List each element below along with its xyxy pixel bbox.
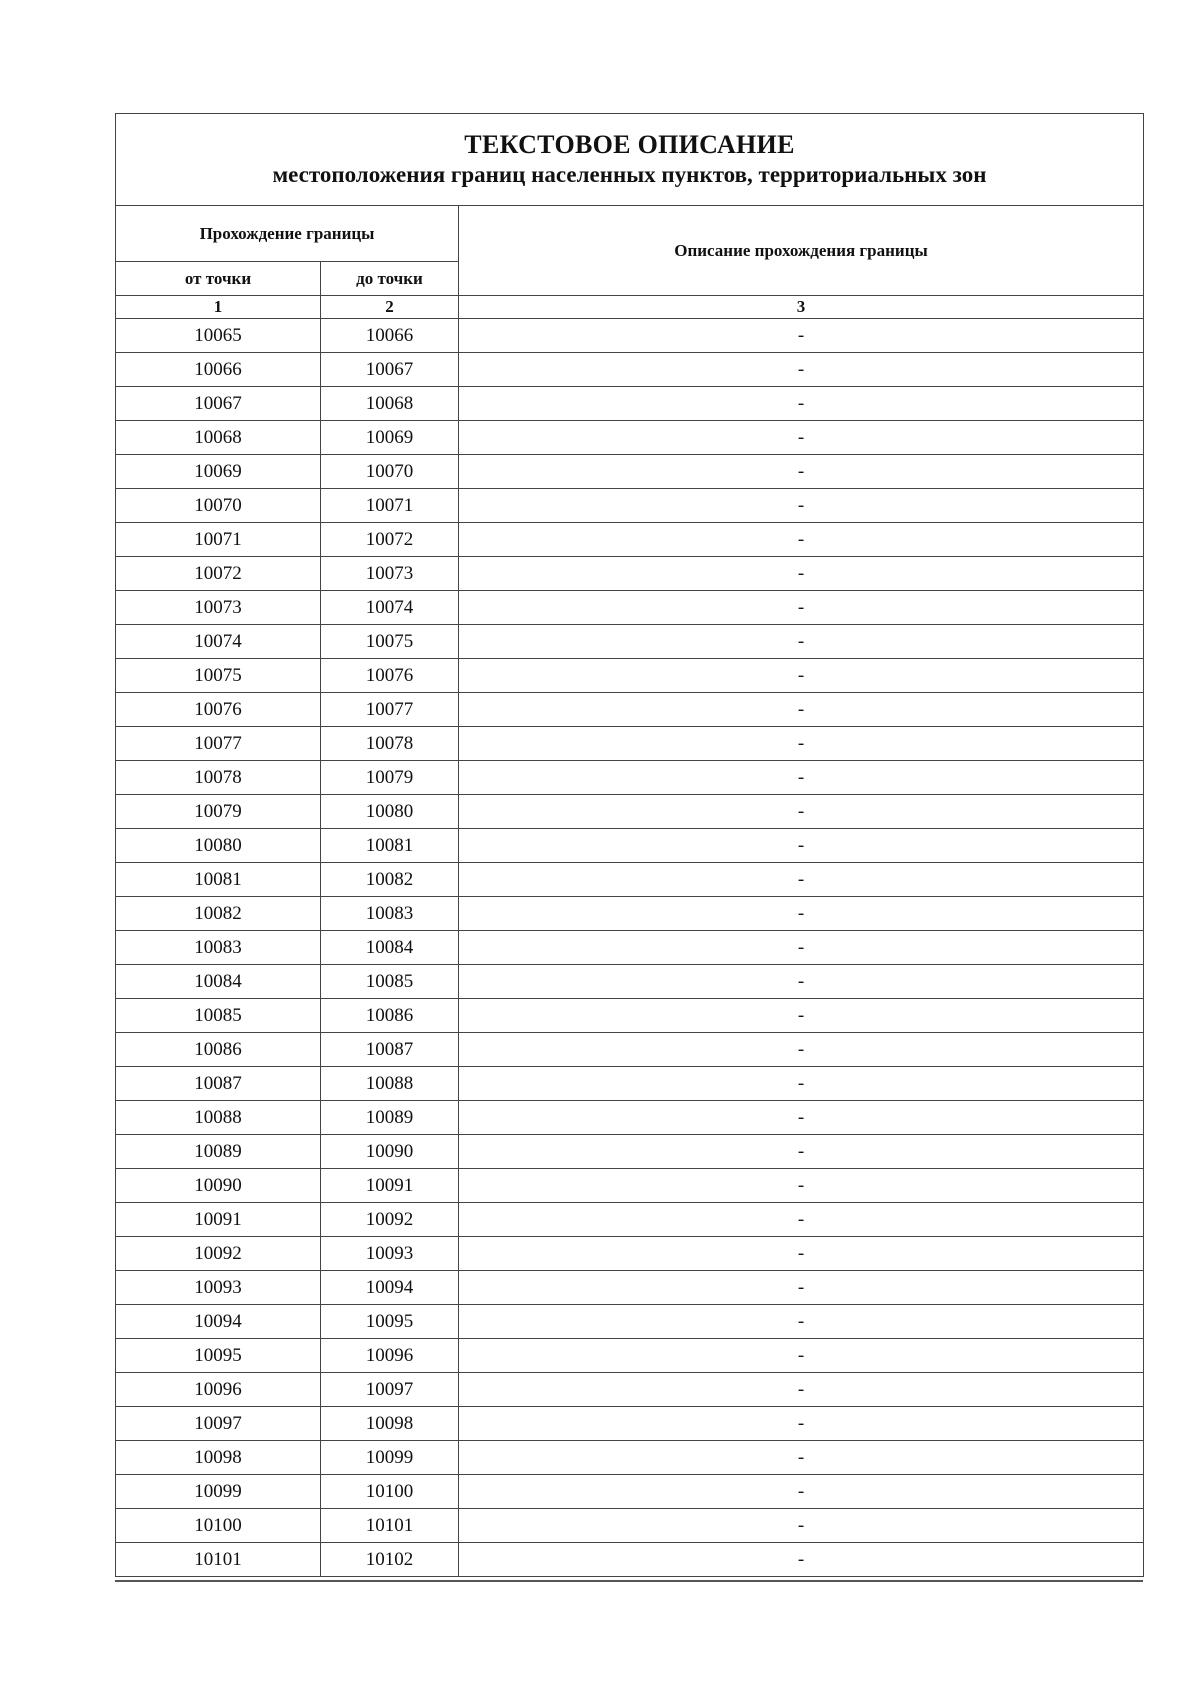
cell-to-point: 10074 — [321, 591, 459, 625]
cell-to-point: 10102 — [321, 1543, 459, 1577]
cell-description: - — [459, 1033, 1144, 1067]
column-number-row — [116, 296, 1144, 319]
cell-from-point: 10072 — [116, 557, 321, 591]
cell-to-point: 10083 — [321, 897, 459, 931]
header-to: до точки — [321, 262, 459, 296]
cell-to-point: 10082 — [321, 863, 459, 897]
table-row — [116, 1237, 1144, 1271]
table-row — [116, 455, 1144, 489]
cell-description: - — [459, 795, 1144, 829]
cell-description: - — [459, 659, 1144, 693]
cell-from-point: 10079 — [116, 795, 321, 829]
table-row — [116, 1305, 1144, 1339]
table-row — [116, 353, 1144, 387]
cell-to-point: 10078 — [321, 727, 459, 761]
table-row — [116, 1407, 1144, 1441]
table-row — [116, 1373, 1144, 1407]
cell-from-point: 10081 — [116, 863, 321, 897]
cell-from-point: 10076 — [116, 693, 321, 727]
cell-from-point: 10092 — [116, 1237, 321, 1271]
cell-description: - — [459, 1101, 1144, 1135]
cell-to-point: 10079 — [321, 761, 459, 795]
document-sheet — [115, 113, 1143, 1582]
header-group: Прохождение границы — [116, 206, 459, 262]
table-row — [116, 1033, 1144, 1067]
table-row — [116, 1203, 1144, 1237]
cell-from-point: 10077 — [116, 727, 321, 761]
table-body — [116, 319, 1144, 1577]
cell-to-point: 10073 — [321, 557, 459, 591]
table-row — [116, 659, 1144, 693]
table-row — [116, 1271, 1144, 1305]
cell-description: - — [459, 1373, 1144, 1407]
cell-from-point: 10099 — [116, 1475, 321, 1509]
cell-to-point: 10096 — [321, 1339, 459, 1373]
cell-from-point: 10078 — [116, 761, 321, 795]
cell-description: - — [459, 387, 1144, 421]
column-number: 3 — [459, 296, 1144, 319]
cell-from-point: 10088 — [116, 1101, 321, 1135]
document-title: ТЕКСТОВОЕ ОПИСАНИЕ — [464, 129, 795, 159]
cell-description: - — [459, 999, 1144, 1033]
cell-from-point: 10070 — [116, 489, 321, 523]
cell-from-point: 10086 — [116, 1033, 321, 1067]
cell-to-point: 10097 — [321, 1373, 459, 1407]
cell-description: - — [459, 761, 1144, 795]
table-row — [116, 387, 1144, 421]
table-row — [116, 1135, 1144, 1169]
cell-from-point: 10084 — [116, 965, 321, 999]
cell-from-point: 10069 — [116, 455, 321, 489]
table-row — [116, 489, 1144, 523]
cell-from-point: 10097 — [116, 1407, 321, 1441]
table-row — [116, 1441, 1144, 1475]
cell-to-point: 10067 — [321, 353, 459, 387]
cell-description: - — [459, 1305, 1144, 1339]
cell-to-point: 10086 — [321, 999, 459, 1033]
cell-from-point: 10096 — [116, 1373, 321, 1407]
header-from: от точки — [116, 262, 321, 296]
cell-from-point: 10100 — [116, 1509, 321, 1543]
cell-description: - — [459, 557, 1144, 591]
cell-to-point: 10089 — [321, 1101, 459, 1135]
cell-to-point: 10092 — [321, 1203, 459, 1237]
cell-from-point: 10093 — [116, 1271, 321, 1305]
cell-from-point: 10073 — [116, 591, 321, 625]
table-row — [116, 863, 1144, 897]
cell-description: - — [459, 489, 1144, 523]
table-row — [116, 523, 1144, 557]
cell-to-point: 10071 — [321, 489, 459, 523]
cell-to-point: 10076 — [321, 659, 459, 693]
cell-description: - — [459, 1543, 1144, 1577]
boundary-table — [115, 113, 1144, 1577]
cell-from-point: 10065 — [116, 319, 321, 353]
cell-to-point: 10093 — [321, 1237, 459, 1271]
cell-from-point: 10068 — [116, 421, 321, 455]
cell-description: - — [459, 1441, 1144, 1475]
cell-from-point: 10087 — [116, 1067, 321, 1101]
cell-from-point: 10075 — [116, 659, 321, 693]
title-row — [116, 114, 1144, 206]
cell-description: - — [459, 1135, 1144, 1169]
table-row — [116, 1509, 1144, 1543]
cell-to-point: 10094 — [321, 1271, 459, 1305]
title-cell — [116, 114, 1144, 206]
table-row — [116, 999, 1144, 1033]
cell-description: - — [459, 693, 1144, 727]
cell-from-point: 10089 — [116, 1135, 321, 1169]
cell-description: - — [459, 625, 1144, 659]
cell-from-point: 10080 — [116, 829, 321, 863]
cell-from-point: 10098 — [116, 1441, 321, 1475]
table-row — [116, 965, 1144, 999]
cell-description: - — [459, 1475, 1144, 1509]
cell-description: - — [459, 1509, 1144, 1543]
cell-to-point: 10090 — [321, 1135, 459, 1169]
table-row — [116, 319, 1144, 353]
cell-description: - — [459, 523, 1144, 557]
cell-to-point: 10100 — [321, 1475, 459, 1509]
cell-description: - — [459, 591, 1144, 625]
cell-description: - — [459, 727, 1144, 761]
cell-from-point: 10067 — [116, 387, 321, 421]
column-number: 2 — [321, 296, 459, 319]
cell-description: - — [459, 897, 1144, 931]
column-number: 1 — [116, 296, 321, 319]
cell-description: - — [459, 931, 1144, 965]
table-row — [116, 1169, 1144, 1203]
cell-to-point: 10075 — [321, 625, 459, 659]
cell-description: - — [459, 965, 1144, 999]
cell-from-point: 10095 — [116, 1339, 321, 1373]
cell-to-point: 10091 — [321, 1169, 459, 1203]
table-row — [116, 931, 1144, 965]
cell-description: - — [459, 1271, 1144, 1305]
table-row — [116, 1101, 1144, 1135]
cell-description: - — [459, 421, 1144, 455]
cell-description: - — [459, 1203, 1144, 1237]
cell-to-point: 10084 — [321, 931, 459, 965]
table-row — [116, 557, 1144, 591]
cell-to-point: 10087 — [321, 1033, 459, 1067]
cell-from-point: 10085 — [116, 999, 321, 1033]
cell-from-point: 10082 — [116, 897, 321, 931]
cell-to-point: 10069 — [321, 421, 459, 455]
table-row — [116, 727, 1144, 761]
document-subtitle: местоположения границ населенных пунктов, территориальных зон — [272, 161, 987, 187]
cell-from-point: 10083 — [116, 931, 321, 965]
cell-to-point: 10085 — [321, 965, 459, 999]
cell-from-point: 10066 — [116, 353, 321, 387]
cell-description: - — [459, 1407, 1144, 1441]
cell-description: - — [459, 1067, 1144, 1101]
table-row — [116, 1067, 1144, 1101]
table-row — [116, 1339, 1144, 1373]
cell-to-point: 10080 — [321, 795, 459, 829]
header-description: Описание прохождения границы — [459, 206, 1144, 296]
cell-description: - — [459, 353, 1144, 387]
cell-to-point: 10068 — [321, 387, 459, 421]
cell-from-point: 10091 — [116, 1203, 321, 1237]
cell-description: - — [459, 1339, 1144, 1373]
cell-to-point: 10101 — [321, 1509, 459, 1543]
cell-from-point: 10071 — [116, 523, 321, 557]
cell-from-point: 10074 — [116, 625, 321, 659]
header-row-top — [116, 206, 1144, 262]
table-row — [116, 421, 1144, 455]
cell-to-point: 10088 — [321, 1067, 459, 1101]
table-row — [116, 761, 1144, 795]
cell-to-point: 10072 — [321, 523, 459, 557]
table-row — [116, 829, 1144, 863]
table-row — [116, 625, 1144, 659]
cell-to-point: 10066 — [321, 319, 459, 353]
table-row — [116, 795, 1144, 829]
cell-description: - — [459, 319, 1144, 353]
cell-from-point: 10090 — [116, 1169, 321, 1203]
cell-to-point: 10099 — [321, 1441, 459, 1475]
cell-description: - — [459, 1169, 1144, 1203]
cell-to-point: 10098 — [321, 1407, 459, 1441]
cell-description: - — [459, 863, 1144, 897]
cell-to-point: 10081 — [321, 829, 459, 863]
table-row — [116, 693, 1144, 727]
table-row — [116, 1475, 1144, 1509]
cell-to-point: 10077 — [321, 693, 459, 727]
table-row — [116, 1543, 1144, 1577]
table-row — [116, 897, 1144, 931]
cell-from-point: 10094 — [116, 1305, 321, 1339]
cell-description: - — [459, 829, 1144, 863]
cell-from-point: 10101 — [116, 1543, 321, 1577]
cell-description: - — [459, 455, 1144, 489]
cell-description: - — [459, 1237, 1144, 1271]
cell-to-point: 10070 — [321, 455, 459, 489]
cell-to-point: 10095 — [321, 1305, 459, 1339]
table-row — [116, 591, 1144, 625]
